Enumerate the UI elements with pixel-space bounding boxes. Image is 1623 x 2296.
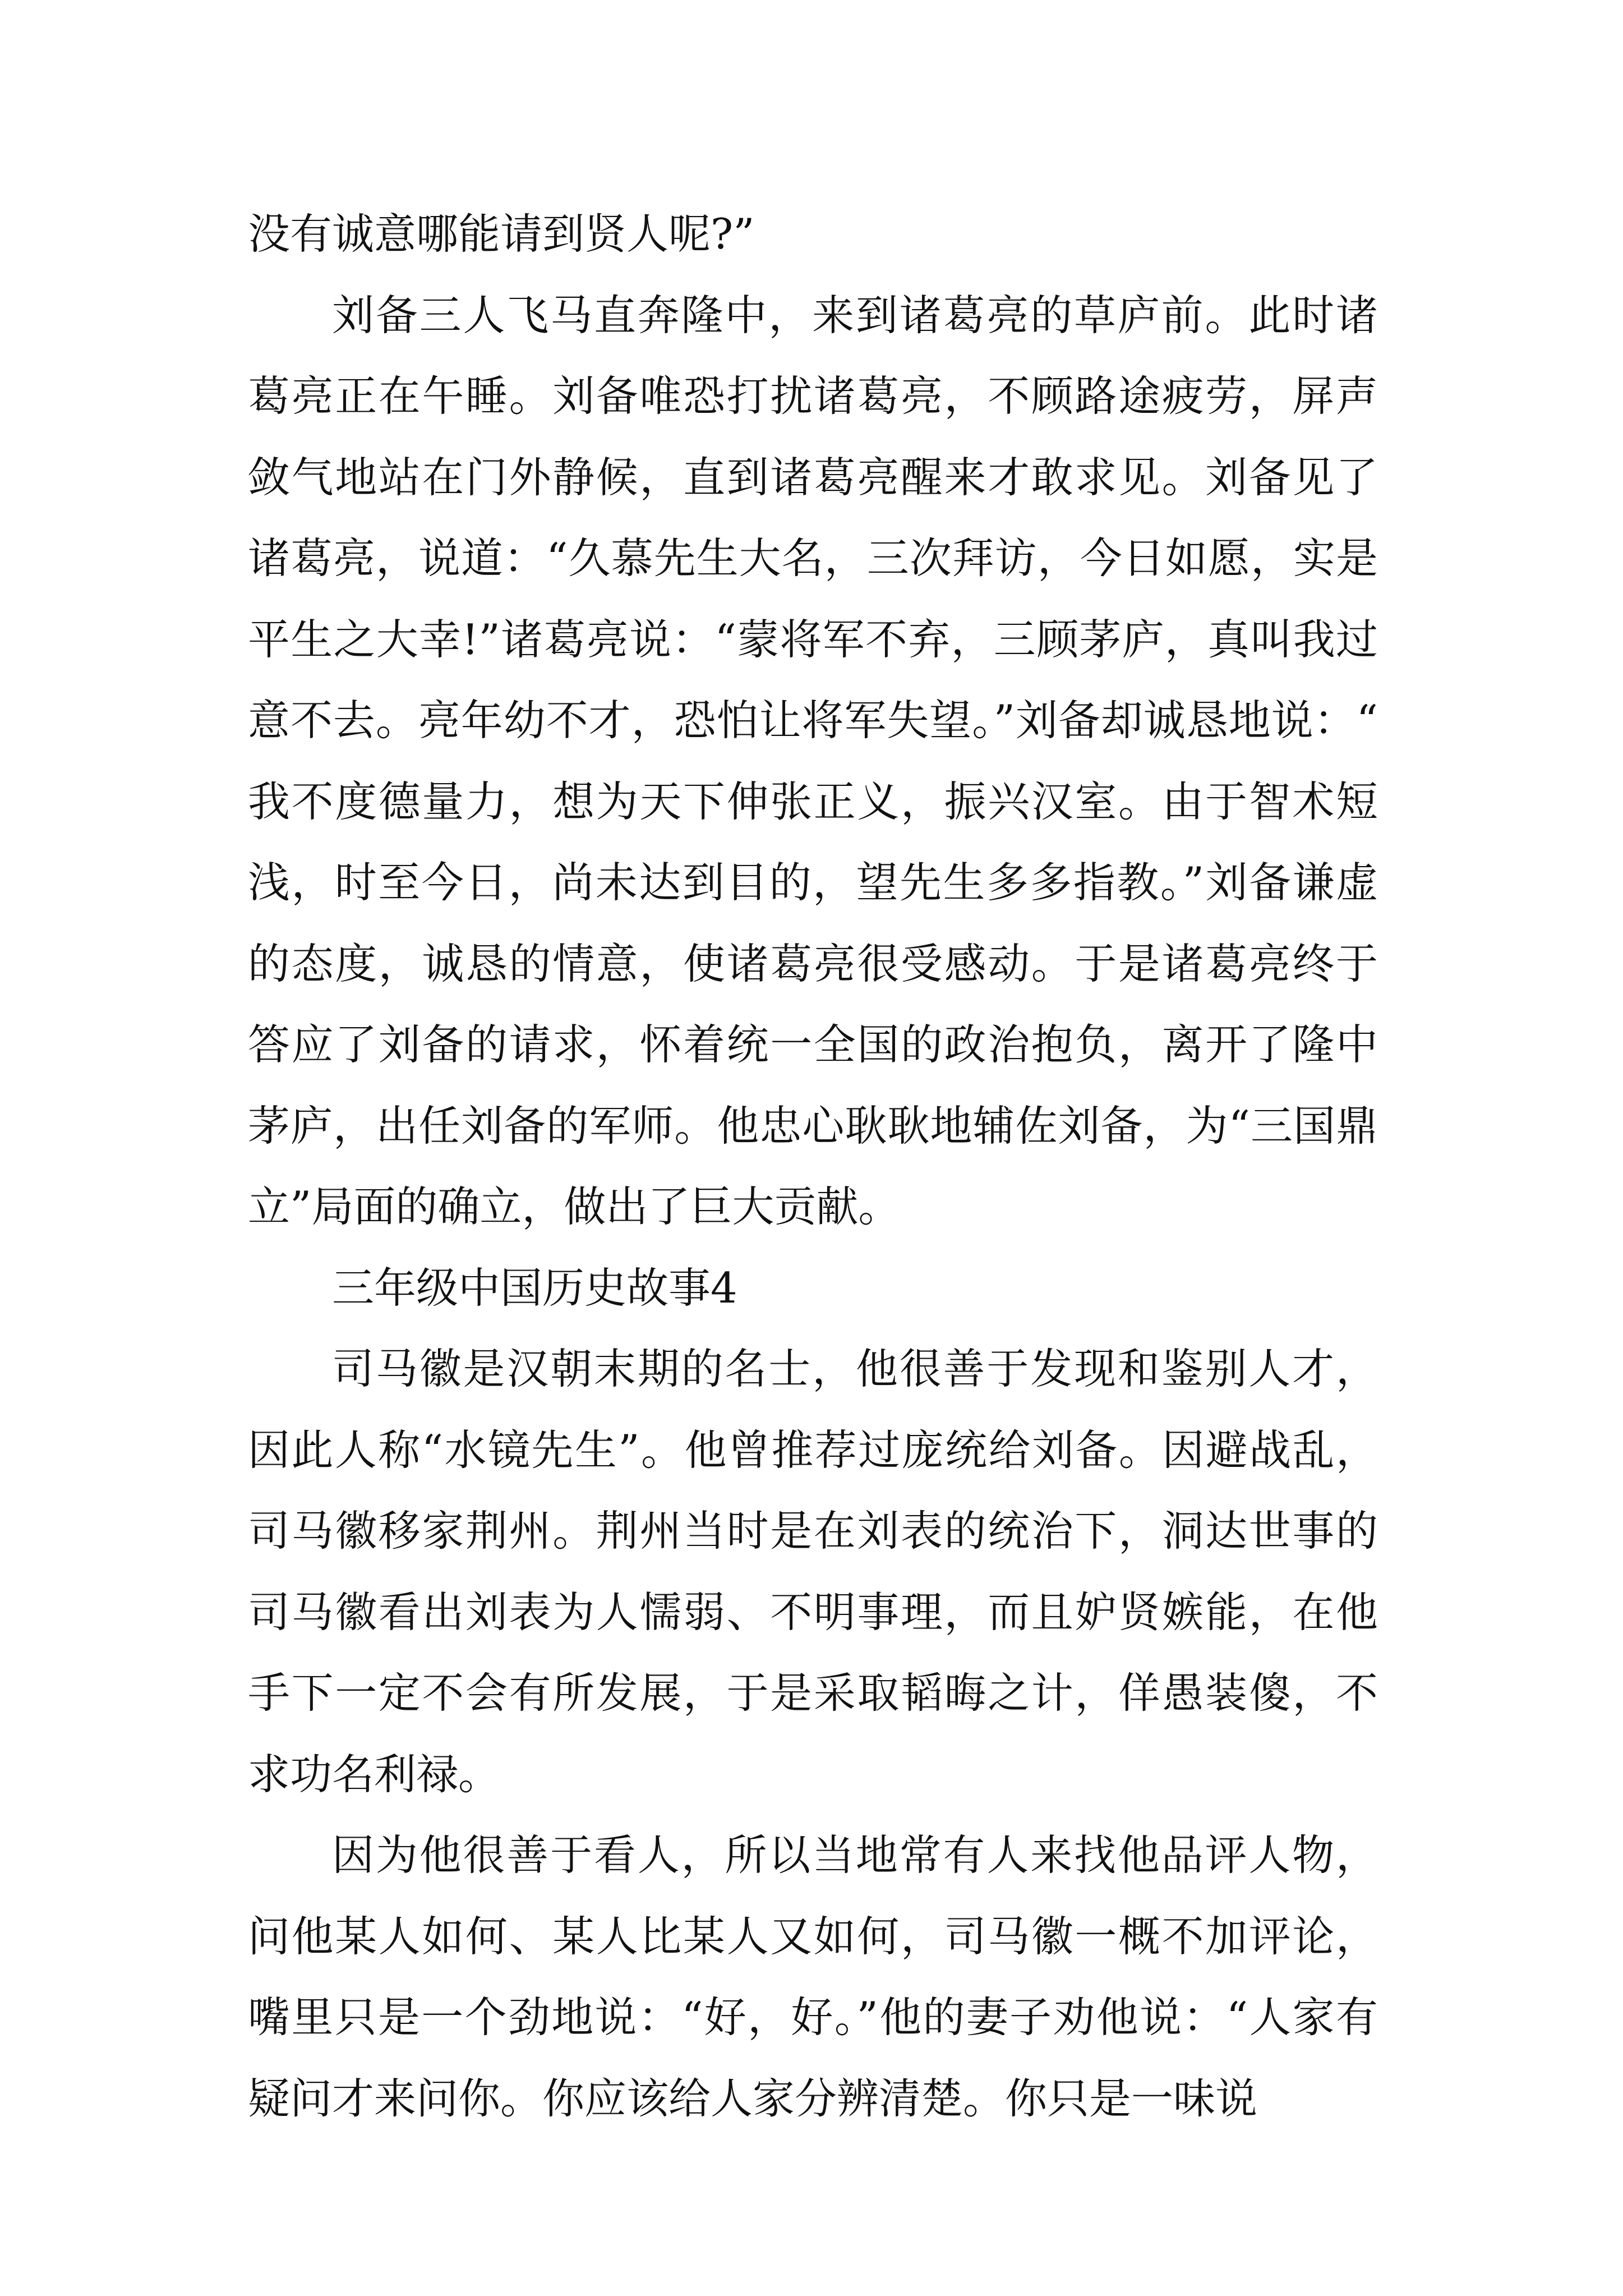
paragraph-continuation: 没有诚意哪能请到贤人呢?” [248, 209, 755, 259]
section-heading: 三年级中国历史故事4 [332, 1263, 737, 1313]
paragraph-sima-hui-good: 因为他很善于看人，所以当地常有人来找他品评人物，问他某人如何、某人比某人又如何，司马徽一概不加评论，嘴里只是一个劲地说：“好，好。”他的妻子劝他说：“人家有疑问才来问你。你应该给人家分辨清楚。你只是一味说 [248, 1830, 1378, 2123]
paragraph-sima-hui-intro: 司马徽是汉朝末期的名士，他很善于发现和鉴别人才，因此人称“水镜先生”。他曾推荐过庞统给刘备。因避战乱，司马徽移家荆州。荆州当时是在刘表的统治下，洞达世事的司马徽看出刘表为人懦弱、不明事理，而且妒贤嫉能，在他手下一定不会有所发展，于是采取韬晦之计，佯愚装傻，不求功名利禄。 [248, 1344, 1378, 1799]
body-text [248, 194, 1378, 2139]
paragraph-liu-bei-visit: 刘备三人飞马直奔隆中，来到诸葛亮的草庐前。此时诸葛亮正在午睡。刘备唯恐打扰诸葛亮，不顾路途疲劳，屏声敛气地站在门外静候，直到诸葛亮醒来才敢求见。刘备见了诸葛亮，说道：“久慕先生大名，三次拜访，今日如愿，实是平生之大幸!”诸葛亮说：“蒙将军不弃，三顾茅庐，真叫我过意不去。亮年幼不才，恐怕让将军失望。”刘备却诚恳地说：“我不度德量力，想为天下伸张正义，振兴汉室。由于智术短浅，时至今日，尚未达到目的，望先生多多指教。”刘备谦虚的态度，诚恳的情意，使诸葛亮很受感动。于是诸葛亮终于答应了刘备的请求，怀着统一全国的政治抱负，离开了隆中茅庐，出任刘备的军师。他忠心耿耿地辅佐刘备，为“三国鼎立”局面的确立，做出了巨大贡献。 [248, 290, 1378, 1231]
